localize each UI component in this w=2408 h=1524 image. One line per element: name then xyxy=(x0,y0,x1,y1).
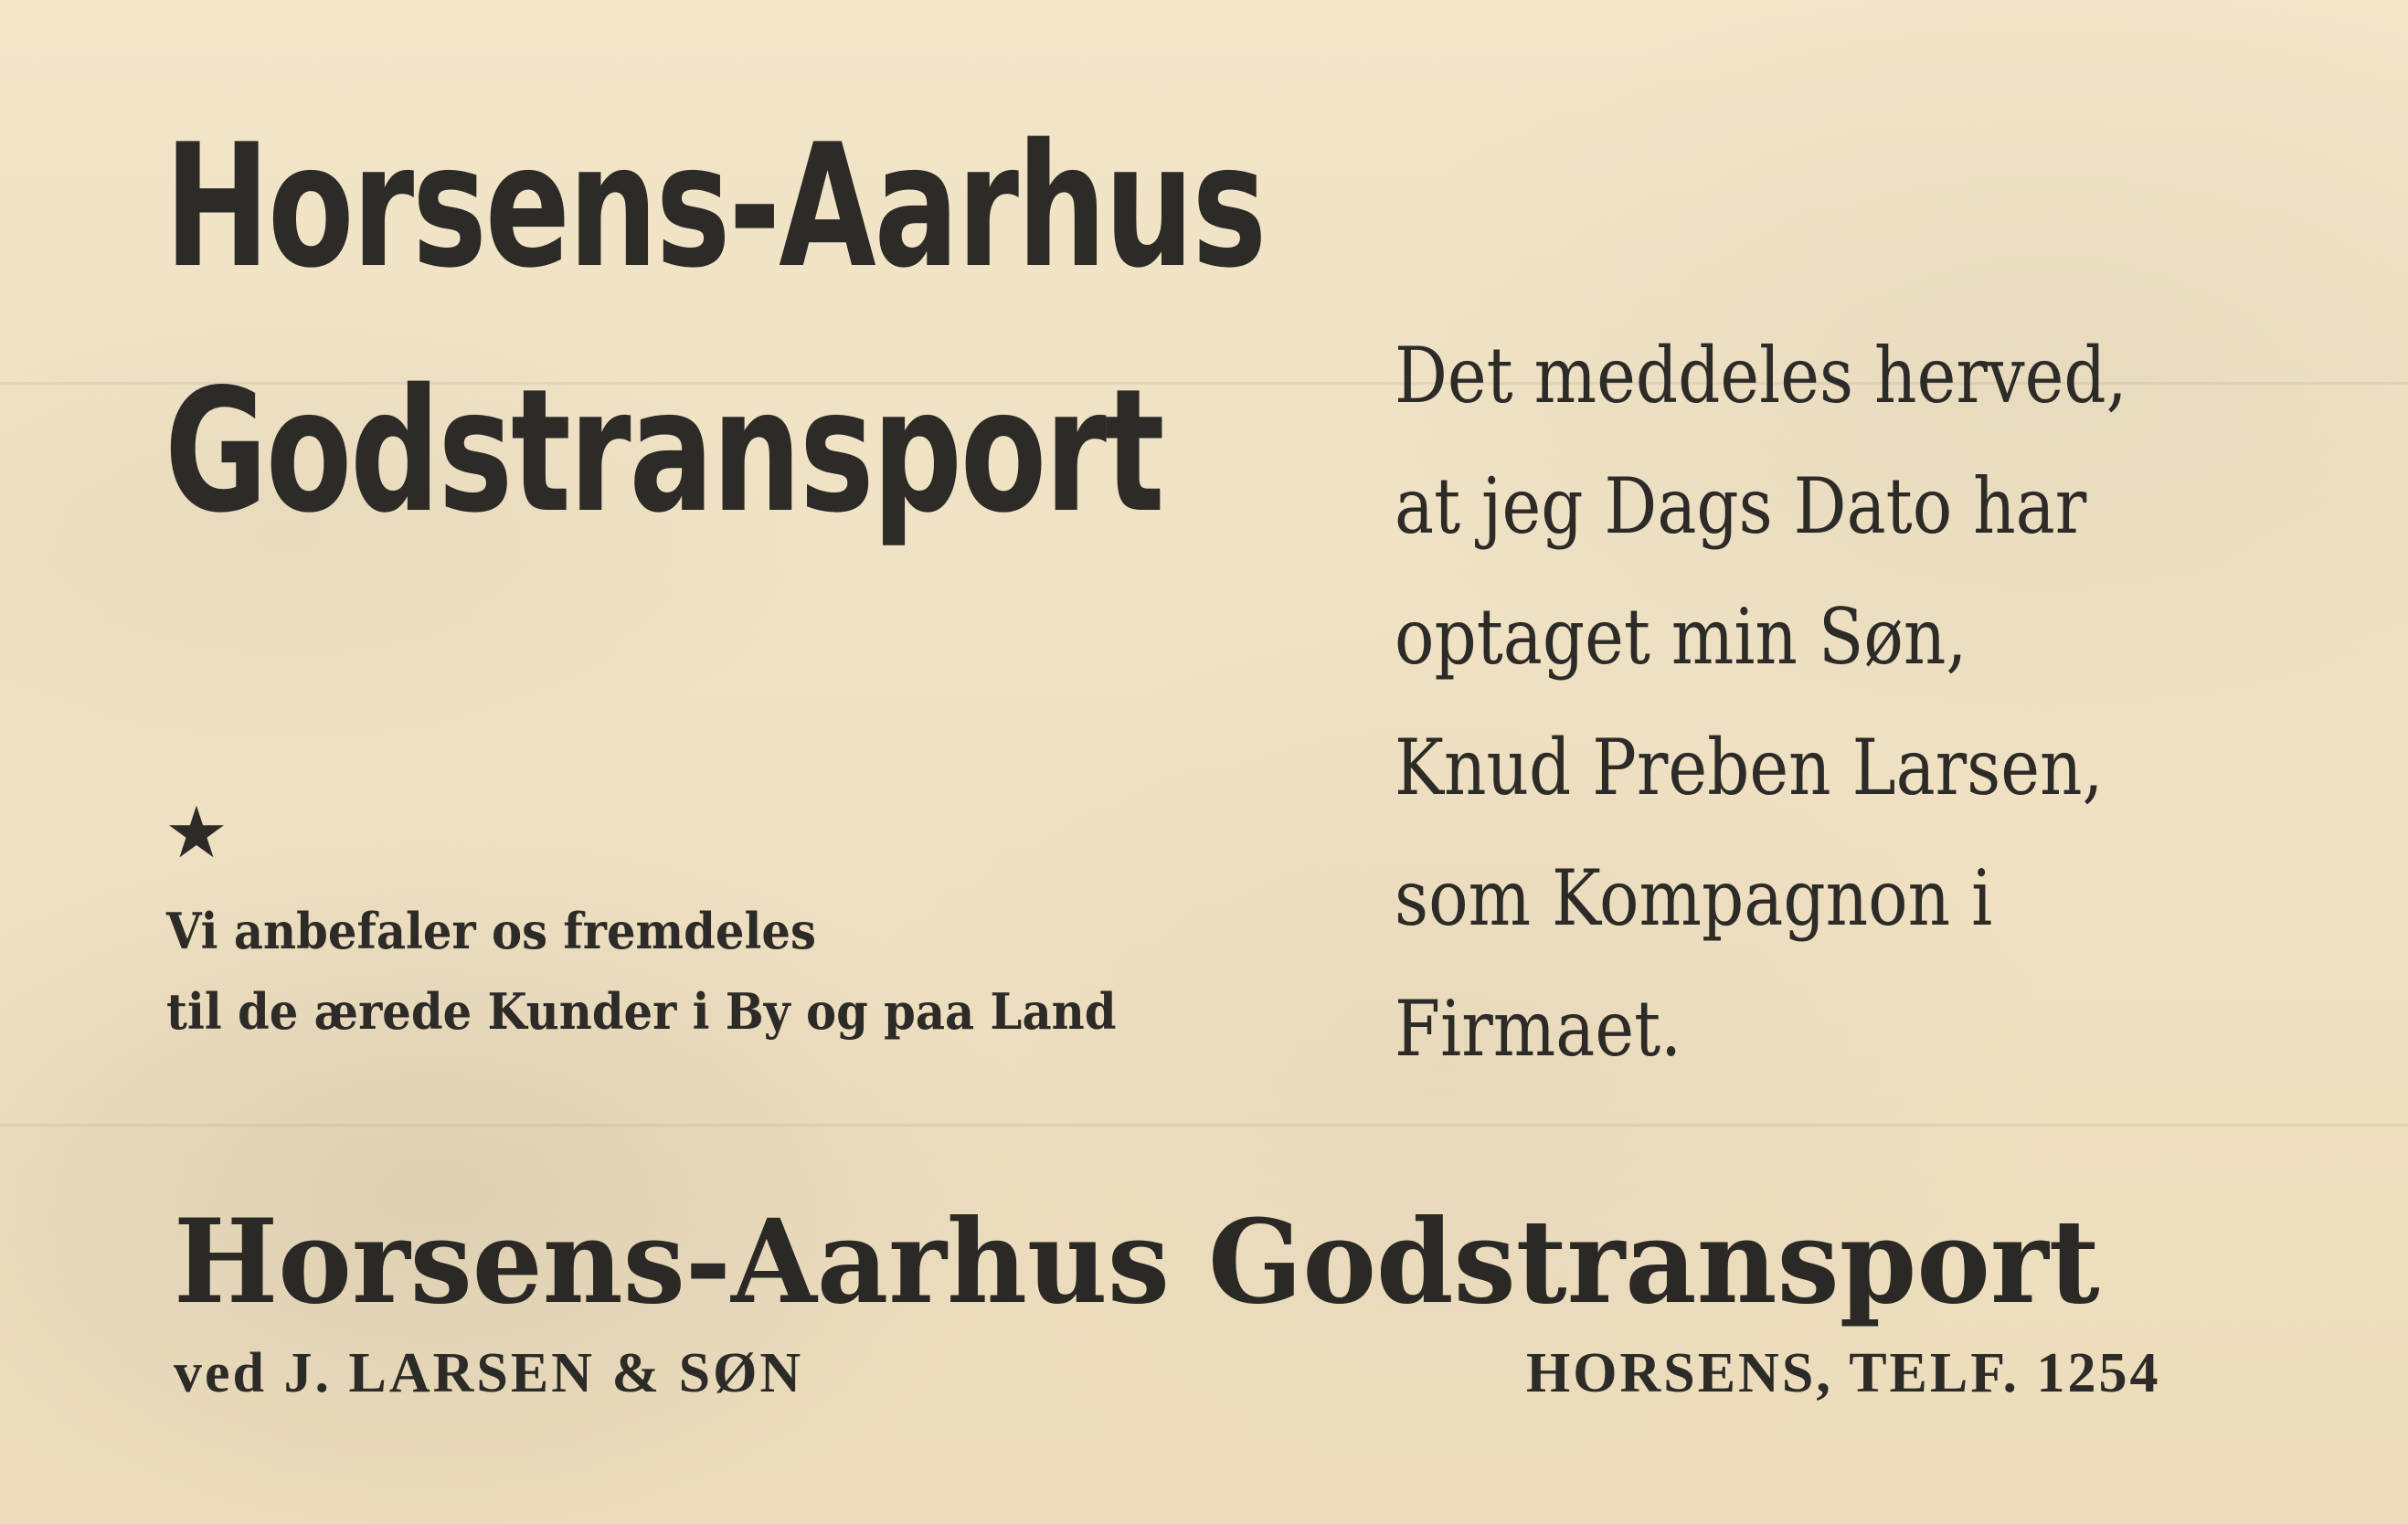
paper-fold-line xyxy=(0,1124,2408,1127)
title-block xyxy=(164,84,1266,574)
footer-company-name: Horsens-Aarhus Godstransport xyxy=(174,1194,2100,1329)
star-icon: ★ xyxy=(164,792,228,874)
footer-location-phone: HORSENS, TELF. 1254 xyxy=(1526,1342,2161,1404)
announcement-line-3: optaget min Søn, xyxy=(1395,592,1968,682)
recommendation-text xyxy=(166,891,1299,1052)
announcement-text xyxy=(1395,311,2244,1095)
announcement-line-2: at jeg Dags Dato har xyxy=(1395,461,2087,551)
title-line-1: Horsens-Aarhus xyxy=(164,107,1266,305)
recommendation-line-2: til de ærede Kunder i By og paa Land xyxy=(166,982,1117,1041)
announcement-line-5: som Kompagnon i xyxy=(1395,853,1993,943)
footer-proprietor: ved J. LARSEN & SØN xyxy=(174,1342,804,1404)
title-line-2: Godstransport xyxy=(164,352,1163,550)
recommendation-line-1: Vi anbefaler os fremdeles xyxy=(166,902,816,960)
announcement-line-6: Firmaet. xyxy=(1395,984,1682,1074)
announcement-line-4: Knud Preben Larsen, xyxy=(1395,723,2104,812)
announcement-line-1: Det meddeles herved, xyxy=(1395,331,2127,420)
